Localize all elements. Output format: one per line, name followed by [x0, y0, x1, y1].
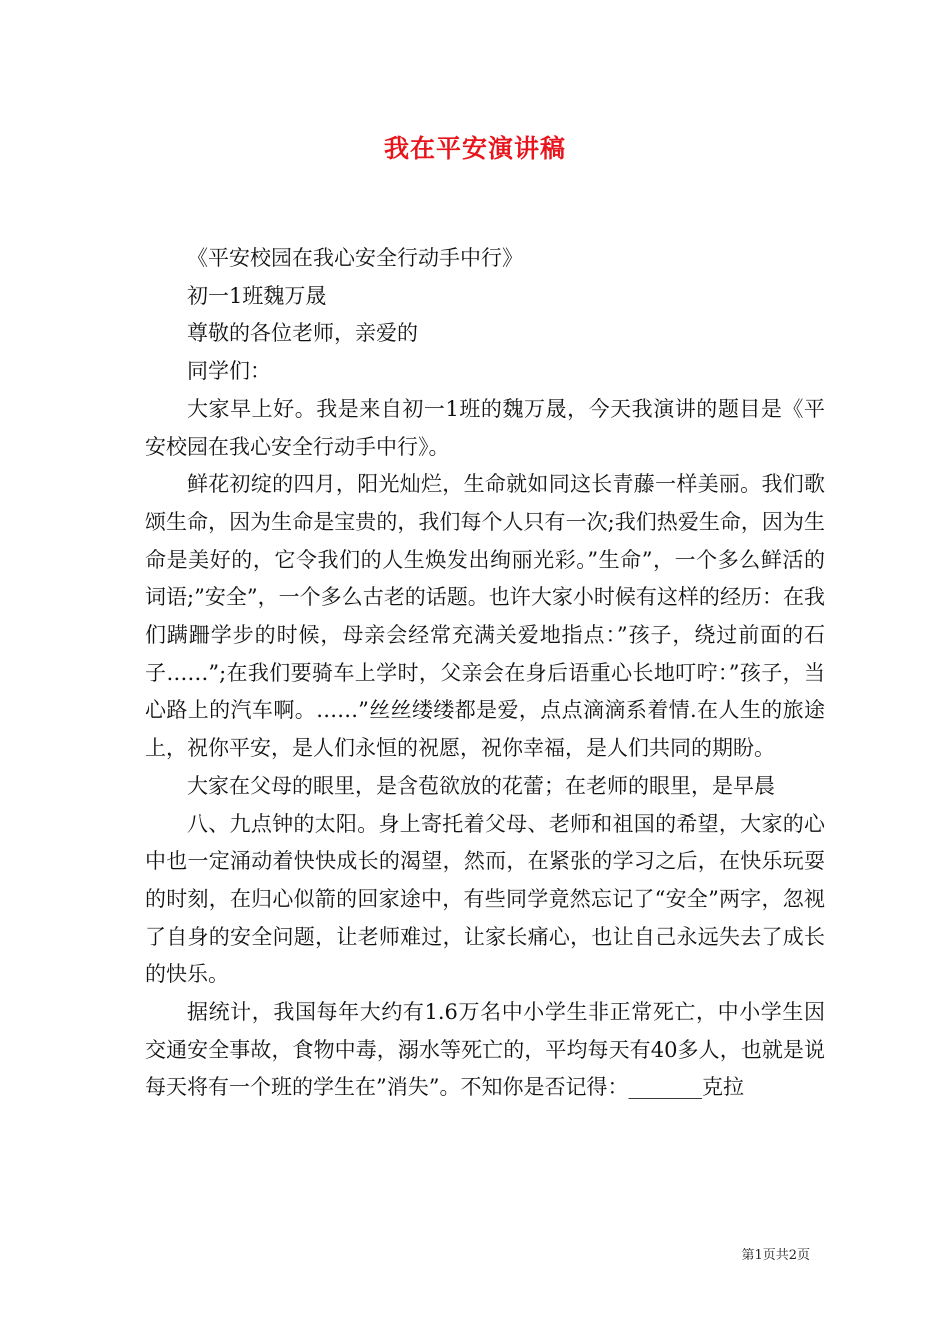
- body-paragraph: 大家在父母的眼里，是含苞欲放的花蕾；在老师的眼里，是早晨: [187, 773, 775, 798]
- document-title: 我在平安演讲稿: [383, 134, 566, 163]
- author-paragraph: 初一1班魏万晟: [187, 283, 327, 308]
- speech-title-paragraph: 《平安校园在我心安全行动手中行》: [187, 246, 523, 270]
- body-paragraph: 鲜花初绽的四月，阳光灿烂，生命就如同这长青藤一样美丽。我们歌颂生命，因为生命是宝贵的，我们每个人只有一次;我们热爱生命，因为生命是美好的，它令我们的人生焕发出绚丽光彩。”生命”，一个多么鲜活的词语;”安全”，一个多么古老的话题。也许大家小时候有这样的经历：在我们蹒跚学步的时候，母亲会经常充满关爱地指点：”孩子，绕过前面的石子……”;在我们要骑车上学时，父亲会在身后语重心长地叮咛：”孩子，当心路上的汽车啊。……”丝丝缕缕都是爱，点点滴滴系着情.在人生的旅途上，祝你平安，是人们永恒的祝愿，祝你幸福，是人们共同的期盼。: [145, 472, 825, 761]
- salutation-paragraph: 尊敬的各位老师，亲爱的: [187, 321, 418, 346]
- body-paragraph: 据统计，我国每年大约有1.6万名中小学生非正常死亡，中小学生因交通安全事故，食物中毒，溺水等死亡的，平均每天有40多人，也就是说每天将有一个班的学生在”消失”。不知你是否记得：_______克拉: [145, 1000, 825, 1100]
- page-number-footer: 第1页共2页: [741, 1248, 810, 1263]
- body-paragraph: 八、九点钟的太阳。身上寄托着父母、老师和祖国的希望，大家的心中也一定涌动着快快成长的渴望，然而，在紧张的学习之后，在快乐玩耍的时刻，在归心似箭的回家途中，有些同学竟然忘记了“安全”两字，忽视了自身的安全问题，让老师难过，让家长痛心，也让自己永远失去了成长的快乐。: [145, 811, 825, 987]
- document-body: [145, 240, 825, 1107]
- body-paragraph: 大家早上好。我是来自初一1班的魏万晟，今天我演讲的题目是《平安校园在我心安全行动手中行》。: [145, 396, 825, 459]
- salutation-continuation-paragraph: 同学们：: [187, 359, 271, 384]
